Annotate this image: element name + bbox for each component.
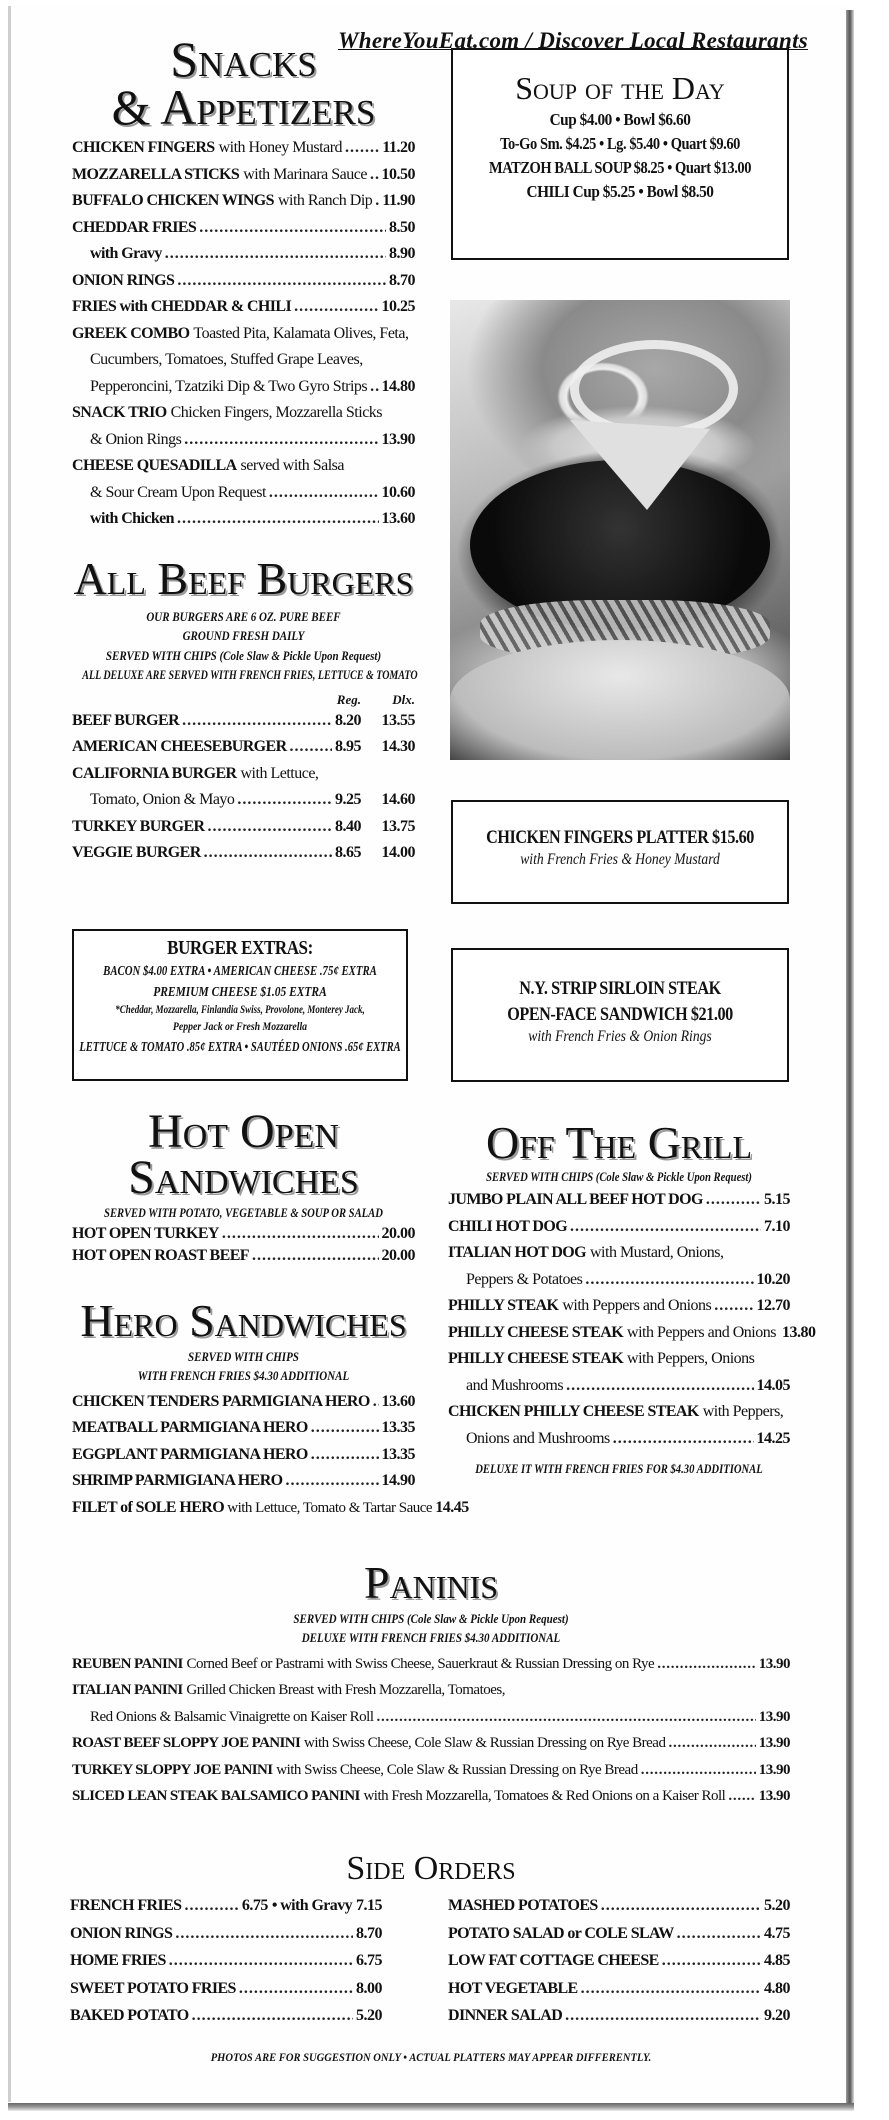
menu-item: GREEK COMBO Toasted Pita, Kalamata Olives, Feta, bbox=[72, 324, 409, 342]
paninis-title: Paninis bbox=[363, 1557, 499, 1608]
menu-item-continued: Pepperoncini, Tzatziki Dip & Two Gyro Strips . . . 14.80 bbox=[72, 374, 415, 401]
menu-item: POTATO SALAD or COLE SLAW . . . 4.75 bbox=[448, 1920, 790, 1948]
menu-item: SHRIMP PARMIGIANA HERO . . . 14.90 bbox=[72, 1468, 415, 1495]
menu-item: MEATBALL PARMIGIANA HERO . . . 13.35 bbox=[72, 1415, 415, 1442]
grill-footer: DELUXE IT WITH FRENCH FRIES FOR $4.30 ADDITIONAL bbox=[475, 1462, 763, 1477]
steak-sandwich-sub: with French Fries & Onion Rings bbox=[528, 1028, 712, 1045]
menu-item: HOT OPEN ROAST BEEF . . . 20.00 bbox=[72, 1245, 415, 1267]
menu-item: MASHED POTATOES . . . 5.20 bbox=[448, 1892, 790, 1920]
menu-item: CHEESE QUESADILLA served with Salsa bbox=[72, 457, 345, 474]
hero-section bbox=[72, 1295, 469, 1521]
menu-item: BAKED POTATO . . . 5.20 bbox=[70, 2002, 382, 2030]
burger-extras-line: LETTUCE & TOMATO .85¢ EXTRA • SAUTÉED ONIONS .65¢ EXTRA bbox=[79, 1039, 401, 1055]
menu-item-continued: Onions and Mushrooms . . . 14.25 bbox=[448, 1426, 790, 1453]
burgers-note: OUR BURGERS ARE 6 OZ. PURE BEEF bbox=[146, 610, 341, 624]
menu-item: ONION RINGS . . . 8.70 bbox=[72, 268, 415, 295]
menu-item: CHICKEN TENDERS PARMIGIANA HERO . . . 13.60 bbox=[72, 1389, 415, 1416]
soup-line: To-Go Sm. $4.25 • Lg. $5.40 • Quart $9.60 bbox=[500, 134, 740, 153]
menu-item: VEGGIE BURGER . . . 8.65 14.00 bbox=[72, 840, 415, 867]
menu-item: REUBEN PANINI Corned Beef or Pastrami with Swiss Cheese, Sauerkraut & Russian Dressing on Rye . . . 13.90 bbox=[72, 1651, 790, 1678]
menu-item: ONION RINGS . . . 8.70 bbox=[70, 1920, 382, 1948]
burgers-note: ALL DELUXE ARE SERVED WITH FRENCH FRIES, LETTUCE & TOMATO bbox=[82, 668, 418, 683]
burger-extras-line: PREMIUM CHEESE $1.05 EXTRA bbox=[153, 983, 327, 999]
menu-item: BEEF BURGER . . . 8.20 13.55 bbox=[72, 708, 415, 735]
paninis-note: SERVED WITH CHIPS (Cole Slaw & Pickle Upon Request) bbox=[293, 1612, 569, 1626]
menu-item-continued: & Onion Rings . . . 13.90 bbox=[72, 427, 415, 454]
steak-sandwich-line1: N.Y. STRIP SIRLOIN STEAK bbox=[519, 978, 721, 999]
burgers-note: SERVED WITH CHIPS (Cole Slaw & Pickle Upon Request) bbox=[105, 648, 382, 663]
menu-item: FRIES with CHEDDAR & CHILI . . . 10.25 bbox=[72, 294, 415, 321]
menu-item: CHICKEN FINGERS with Honey Mustard . . . 11.20 bbox=[72, 135, 415, 162]
menu-item: SNACK TRIO Chicken Fingers, Mozzarella Sticks bbox=[72, 404, 383, 421]
hero-note: SERVED WITH CHIPS bbox=[188, 1350, 299, 1364]
menu-item: CALIFORNIA BURGER with Lettuce, bbox=[72, 764, 319, 782]
paninis-section bbox=[72, 1557, 790, 1810]
soup-line: Cup $4.00 • Bowl $6.60 bbox=[549, 110, 691, 129]
col-header-deluxe: Dlx. bbox=[392, 691, 415, 707]
menu-item: ITALIAN PANINI Grilled Chicken Breast with Fresh Mozzarella, Tomatoes, bbox=[72, 1682, 505, 1699]
sides-title: Side Orders bbox=[346, 1850, 516, 1887]
menu-item: SWEET POTATO FRIES . . . 8.00 bbox=[70, 1975, 382, 2003]
burger-photo bbox=[450, 300, 790, 760]
hot-open-title-line2: Sandwiches bbox=[128, 1151, 359, 1204]
burgers-title: All Beef Burgers bbox=[73, 553, 414, 604]
menu-item: HOT VEGETABLE . . . 4.80 bbox=[448, 1975, 790, 2003]
menu-item: CHILI HOT DOG . . . 7.10 bbox=[448, 1214, 790, 1241]
menu-item: FRENCH FRIES . . . 6.75 • with Gravy 7.15 bbox=[70, 1892, 382, 1920]
menu-item: ROAST BEEF SLOPPY JOE PANINI with Swiss Cheese, Cole Slaw & Russian Dressing on Rye Bread . . . 13.90 bbox=[72, 1730, 790, 1757]
menu-item: PHILLY CHEESE STEAK with Peppers, Onions bbox=[448, 1350, 755, 1368]
soup-of-the-day-box bbox=[451, 48, 789, 260]
menu-item: BUFFALO CHICKEN WINGS with Ranch Dip . . . 11.90 bbox=[72, 188, 415, 215]
menu-item: MOZZARELLA STICKS with Marinara Sauce . . . 10.50 bbox=[72, 162, 415, 189]
burger-extras-title: BURGER EXTRAS: bbox=[167, 937, 313, 959]
menu-item-continued: Cucumbers, Tomatoes, Stuffed Grape Leaves, bbox=[90, 351, 363, 368]
photo-bun bbox=[450, 640, 790, 760]
burger-extras-line: Pepper Jack or Fresh Mozzarella bbox=[172, 1021, 308, 1034]
hero-note: WITH FRENCH FRIES $4.30 ADDITIONAL bbox=[137, 1369, 350, 1384]
menu-item: SLICED LEAN STEAK BALSAMICO PANINI with Fresh Mozzarella, Tomatoes & Red Onions on a Kaiser Roll . . . 13.90 bbox=[72, 1783, 790, 1810]
menu-item: HOT OPEN TURKEY . . . 20.00 bbox=[72, 1223, 415, 1245]
menu-item: TURKEY BURGER . . . 8.40 13.75 bbox=[72, 814, 415, 841]
chicken-platter-title: CHICKEN FINGERS PLATTER $15.60 bbox=[486, 827, 754, 848]
site-watermark: WhereYouEat.com / Discover Local Restaurants bbox=[338, 28, 809, 53]
menu-item: with Gravy . . . 8.90 bbox=[72, 241, 415, 268]
menu-item: FILET of SOLE HERO with Lettuce, Tomato & Tartar Sauce 14.45 bbox=[72, 1498, 469, 1516]
grill-note: SERVED WITH CHIPS (Cole Slaw & Pickle Upon Request) bbox=[486, 1170, 752, 1184]
menu-item-continued: Tomato, Onion & Mayo . . . 9.25 14.60 bbox=[72, 787, 415, 814]
menu-item: ITALIAN HOT DOG with Mustard, Onions, bbox=[448, 1244, 724, 1262]
menu-item: PHILLY STEAK with Peppers and Onions . . . 12.70 bbox=[448, 1293, 790, 1320]
menu-item: HOME FRIES . . . 6.75 bbox=[70, 1947, 382, 1975]
page-shadow-bottom bbox=[8, 2103, 854, 2111]
steak-sandwich-box bbox=[451, 948, 789, 1082]
hero-title: Hero Sandwiches bbox=[80, 1295, 407, 1346]
menu-item-continued: Peppers & Potatoes . . . 10.20 bbox=[448, 1267, 790, 1294]
page-shadow-right bbox=[846, 10, 854, 2110]
grill-title: Off The Grill bbox=[485, 1117, 753, 1168]
menu-item-continued: & Sour Cream Upon Request . . . 10.60 bbox=[72, 480, 415, 507]
burger-extras-box bbox=[72, 929, 408, 1081]
snacks-section bbox=[72, 31, 415, 533]
snacks-title-line1: Snacks bbox=[170, 31, 317, 87]
menu-item: AMERICAN CHEESEBURGER . . . 8.95 14.30 bbox=[72, 734, 415, 761]
grill-section bbox=[448, 1117, 816, 1480]
menu-item: PHILLY CHEESE STEAK with Peppers and Onions 13.80 bbox=[448, 1323, 816, 1341]
paninis-note: DELUXE WITH FRENCH FRIES $4.30 ADDITIONAL bbox=[301, 1631, 561, 1646]
hot-open-section bbox=[72, 1105, 415, 1267]
sides-left bbox=[70, 1892, 382, 2030]
burger-extras-line: BACON $4.00 EXTRA • AMERICAN CHEESE .75¢ EXTRA bbox=[103, 963, 377, 978]
menu-item: with Chicken . . . 13.60 bbox=[72, 506, 415, 533]
menu-item: TURKEY SLOPPY JOE PANINI with Swiss Cheese, Cole Slaw & Russian Dressing on Rye Bread . . . 13.90 bbox=[72, 1757, 790, 1784]
burger-extras-line: *Cheddar, Mozzarella, Finlandia Swiss, Provolone, Monterey Jack, bbox=[115, 1003, 365, 1016]
snacks-title-line2: & Appetizers bbox=[111, 79, 376, 135]
hot-open-title-line1: Hot Open bbox=[148, 1105, 339, 1158]
burgers-note: GROUND FRESH DAILY bbox=[182, 629, 305, 644]
menu-item: JUMBO PLAIN ALL BEEF HOT DOG . . . 5.15 bbox=[448, 1187, 790, 1214]
photo-disclaimer: PHOTOS ARE FOR SUGGESTION ONLY • ACTUAL PLATTERS MAY APPEAR DIFFERENTLY. bbox=[210, 2050, 652, 2064]
hot-open-note: SERVED WITH POTATO, VEGETABLE & SOUP OR SALAD bbox=[104, 1206, 383, 1220]
sides-right bbox=[448, 1892, 790, 2030]
soup-title: Soup of the Day bbox=[515, 70, 725, 106]
burgers-section bbox=[72, 553, 418, 867]
menu-item: LOW FAT COTTAGE CHEESE . . . 4.85 bbox=[448, 1947, 790, 1975]
chicken-platter-box bbox=[451, 800, 789, 904]
soup-line: MATZOH BALL SOUP $8.25 • Quart $13.00 bbox=[488, 158, 752, 177]
menu-item-continued: and Mushrooms . . . 14.05 bbox=[448, 1373, 790, 1400]
chicken-platter-sub: with French Fries & Honey Mustard bbox=[520, 851, 720, 868]
menu-item: CHEDDAR FRIES . . . 8.50 bbox=[72, 215, 415, 242]
soup-line: CHILI Cup $5.25 • Bowl $8.50 bbox=[526, 182, 714, 201]
menu-item: DINNER SALAD . . . 9.20 bbox=[448, 2002, 790, 2030]
steak-sandwich-line2: OPEN-FACE SANDWICH $21.00 bbox=[507, 1004, 733, 1025]
menu-item: CHICKEN PHILLY CHEESE STEAK with Peppers, bbox=[448, 1403, 784, 1421]
menu-item: EGGPLANT PARMIGIANA HERO . . . 13.35 bbox=[72, 1442, 415, 1469]
col-header-regular: Reg. bbox=[336, 691, 361, 707]
menu-item-continued: Red Onions & Balsamic Vinaigrette on Kaiser Roll . . . 13.90 bbox=[72, 1704, 790, 1731]
